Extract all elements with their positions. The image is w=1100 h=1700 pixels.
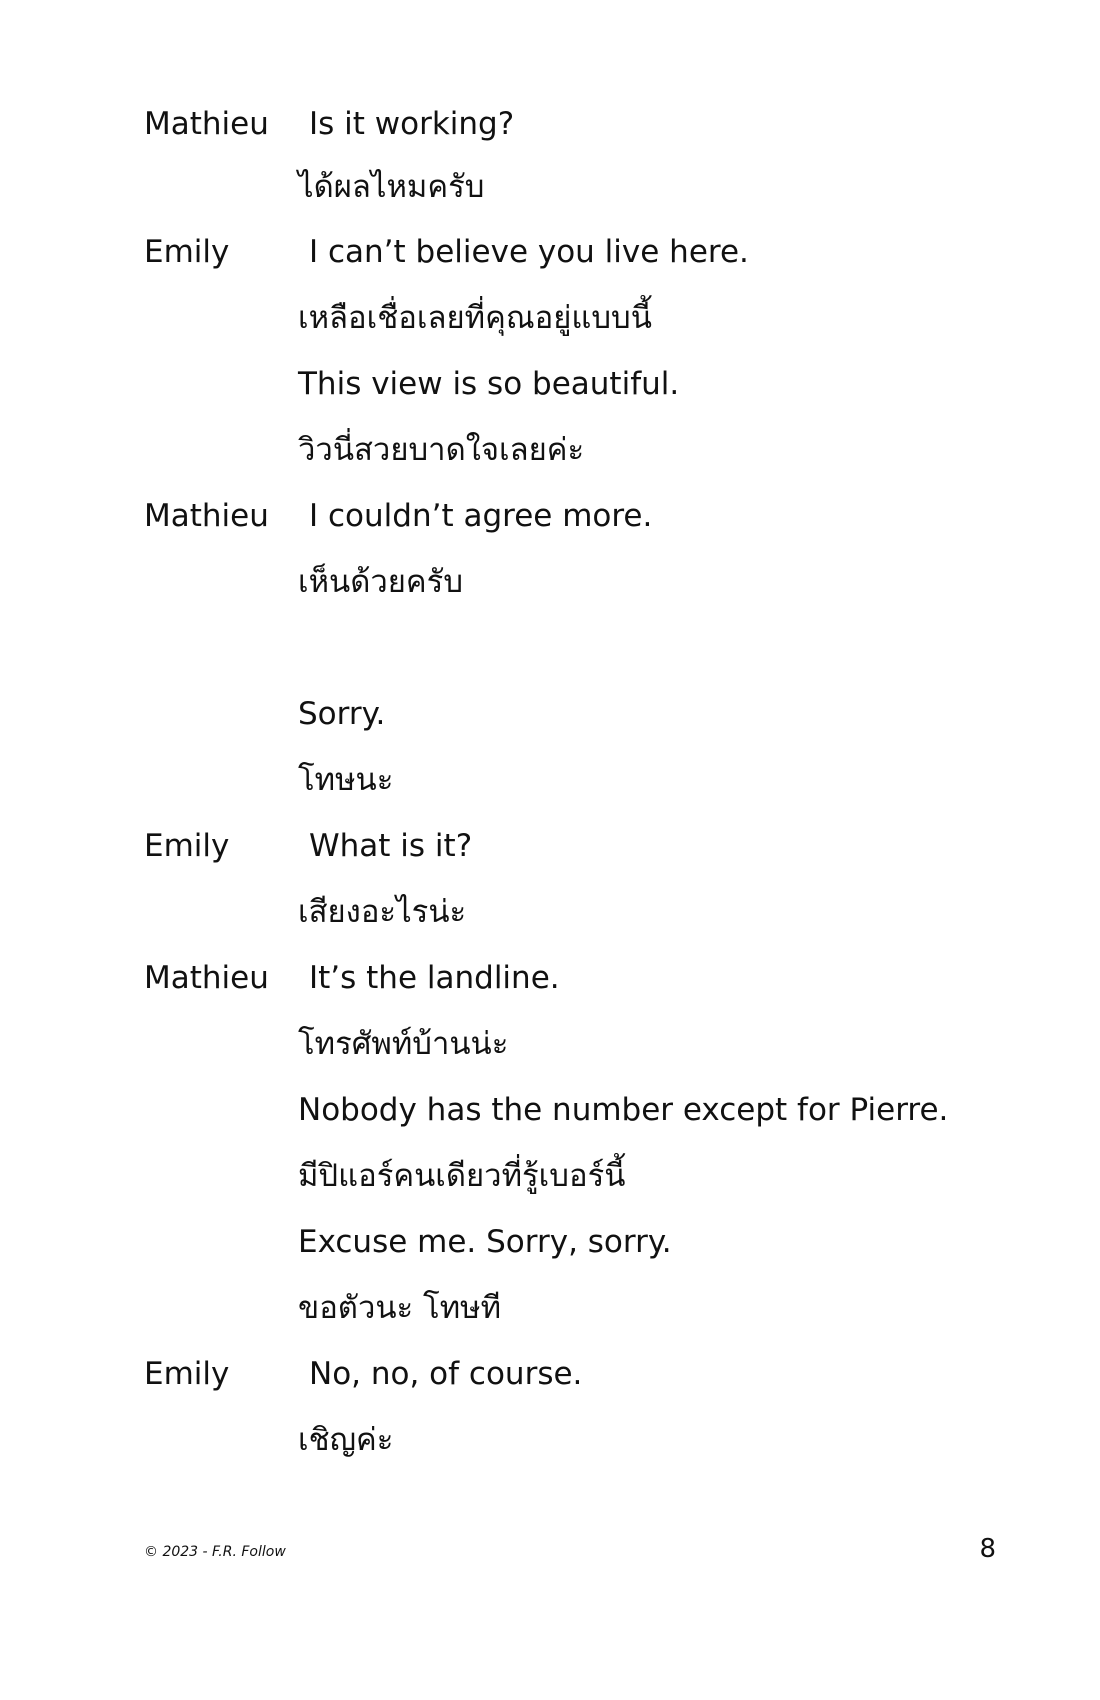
dialogue-translation: เชิญค่ะ: [298, 1422, 394, 1458]
dialogue-line: Nobody has the number except for Pierre.: [298, 1092, 949, 1128]
dialogue-translation: เห็นด้วยครับ: [298, 564, 463, 600]
speaker-name: Mathieu: [144, 498, 269, 534]
speaker-name: Emily: [144, 1356, 230, 1392]
dialogue-translation: ได้ผลไหมครับ: [298, 169, 485, 205]
dialogue-translation: เสียงอะไรน่ะ: [298, 894, 467, 930]
dialogue-line: This view is so beautiful.: [298, 366, 680, 402]
dialogue-line: I couldn’t agree more.: [309, 498, 653, 534]
dialogue-line: Excuse me. Sorry, sorry.: [298, 1224, 672, 1260]
speaker-name: Emily: [144, 828, 230, 864]
page-number: 8: [979, 1534, 996, 1564]
speaker-name: Mathieu: [144, 960, 269, 996]
speaker-name: Emily: [144, 234, 230, 270]
dialogue-translation: เหลือเชื่อเลยที่คุณอยู่แบบนี้: [298, 300, 652, 336]
dialogue-translation: มีปิแอร์คนเดียวที่รู้เบอร์นี้: [298, 1158, 626, 1194]
dialogue-line: I can’t believe you live here.: [309, 234, 749, 270]
dialogue-line: Is it working?: [309, 106, 515, 142]
dialogue-line: It’s the landline.: [309, 960, 560, 996]
speaker-name: Mathieu: [144, 106, 269, 142]
dialogue-line: Sorry.: [298, 696, 386, 732]
dialogue-line: What is it?: [309, 828, 473, 864]
dialogue-translation: วิวนี่สวยบาดใจเลยค่ะ: [298, 432, 585, 468]
dialogue-translation: ขอตัวนะ โทษที: [298, 1290, 501, 1326]
dialogue-translation: โทรศัพท์บ้านน่ะ: [298, 1026, 509, 1062]
copyright-notice: © 2023 - F.R. Follow: [144, 1544, 286, 1560]
dialogue-translation: โทษนะ: [298, 762, 394, 798]
dialogue-line: No, no, of course.: [309, 1356, 583, 1392]
